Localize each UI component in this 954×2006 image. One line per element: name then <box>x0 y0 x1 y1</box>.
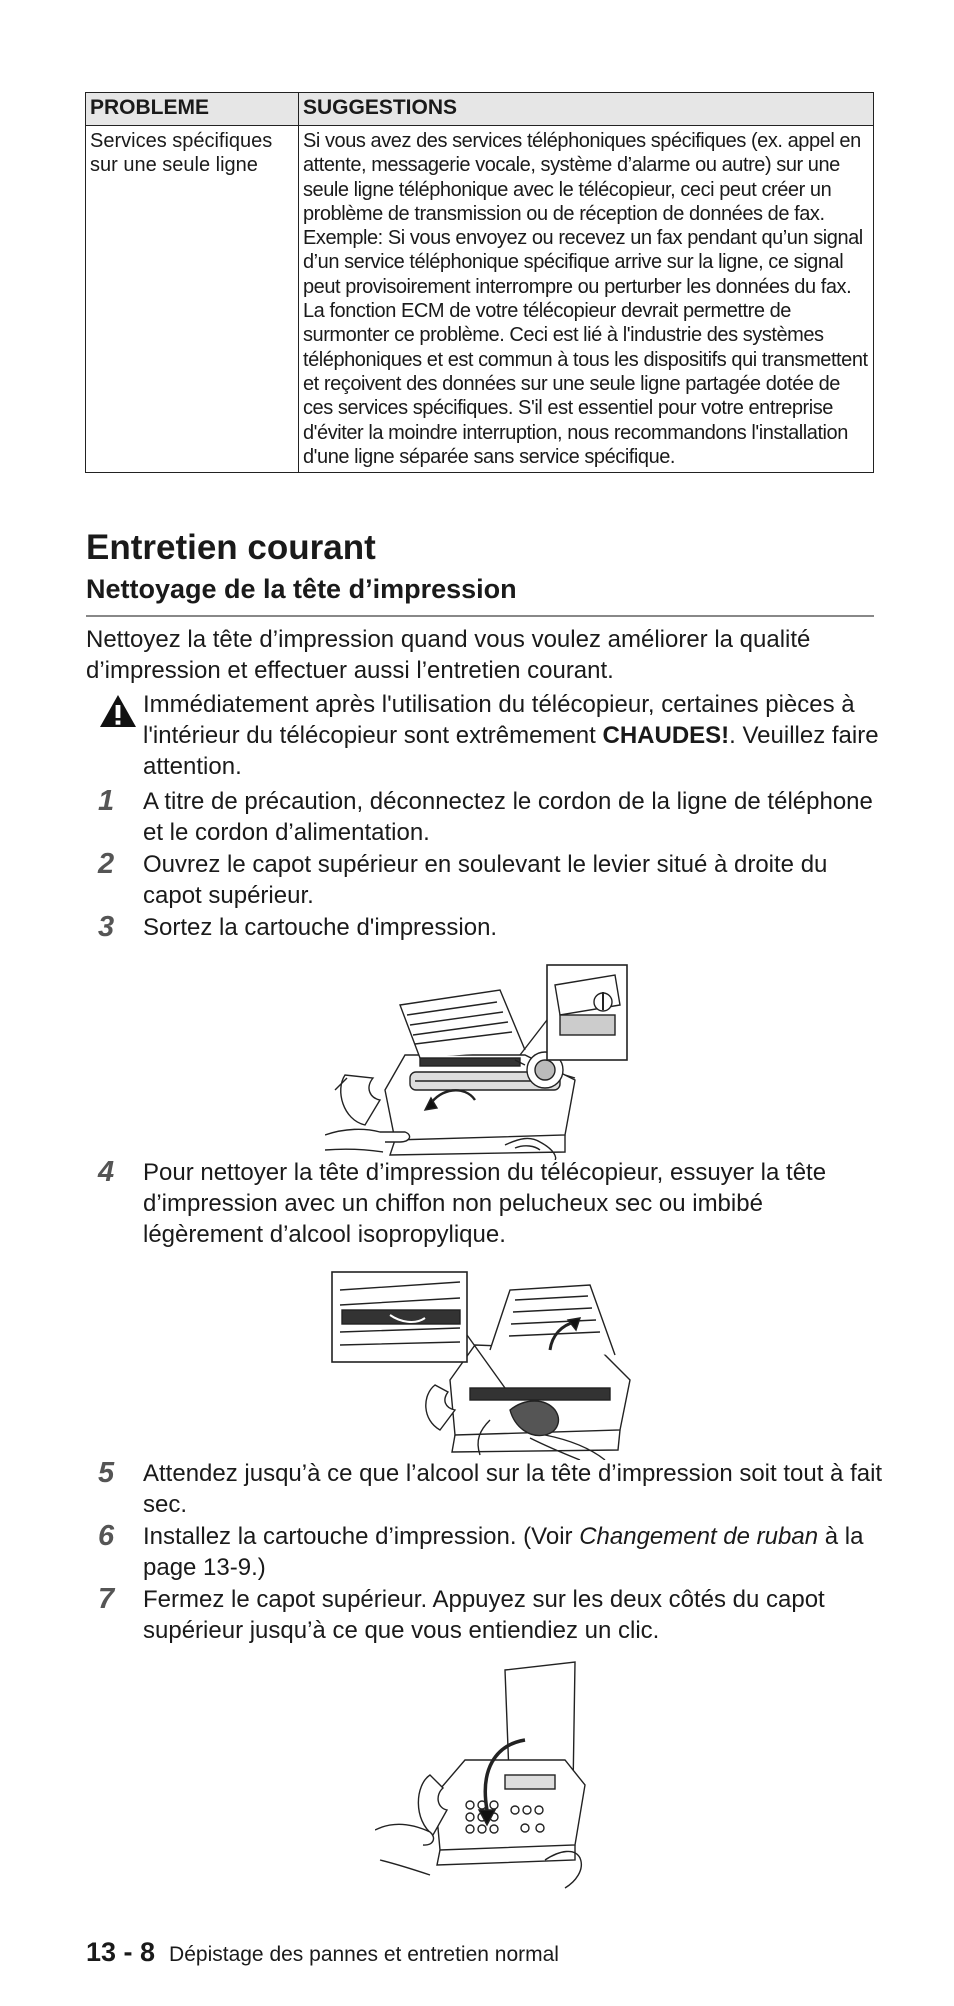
step-number: 6 <box>98 1520 115 1552</box>
step-number: 1 <box>98 785 115 817</box>
warning-text-end: . Veuillez faire attention. <box>143 722 879 780</box>
step-number: 4 <box>98 1156 115 1188</box>
header-suggestions: SUGGESTIONS <box>299 93 874 126</box>
table-row <box>86 126 874 473</box>
step-text-start: Installez la cartouche d’impression. (Voir <box>143 1523 580 1550</box>
page-number: 13 - 8 <box>86 1937 156 1967</box>
step-text: Pour nettoyer la tête d’impression du télécopieur, essuyer la tête d’impression avec un chiffon non pelucheux sec ou imbibé légèrement d’alcool isopropylique. <box>143 1159 827 1248</box>
subsection-title: Nettoyage de la tête d’impression <box>86 574 517 604</box>
step-text <box>143 1521 888 1583</box>
close-cover-illustration <box>375 1660 590 1890</box>
chapter-title: Dépistage des pannes et entretien normal <box>169 1943 559 1966</box>
step-text: Sortez la cartouche d'impression. <box>143 914 498 941</box>
problem-cell: Services spécifiques sur une seule ligne <box>86 126 299 473</box>
step-number: 7 <box>98 1583 115 1615</box>
step-text: Fermez le capot supérieur. Appuyez sur les deux côtés du capot supérieur jusqu’à ce que vous entiendiez un clic. <box>143 1586 825 1644</box>
remove-cartridge-illustration <box>325 960 637 1160</box>
page-footer <box>86 1937 559 1968</box>
step-text: Ouvrez le capot supérieur en soulevant le levier situé à droite du capot supérieur. <box>143 851 828 909</box>
step-text: A titre de précaution, déconnectez le cordon de la ligne de téléphone et le cordon d’alimentation. <box>143 788 873 846</box>
warning-triangle-icon <box>98 693 138 729</box>
heading-rule <box>86 615 874 617</box>
suggestion-cell <box>299 126 874 473</box>
troubleshooting-table <box>85 92 874 473</box>
section-title: Entretien courant <box>86 528 376 567</box>
step-text: Attendez jusqu’à ce que l’alcool sur la tête d’impression soit tout à fait sec. <box>143 1460 883 1518</box>
table-header-row <box>86 93 874 126</box>
warning-text-start: Immédiatement après l'utilisation du télécopieur, certaines pièces à l'intérieur du télécopieur sont extrêmement <box>143 691 855 749</box>
suggestion-paragraph: Si vous avez des services téléphoniques spécifiques (ex. appel en attente, messagerie vocale, système d’alarme ou autre) sur une seule ligne téléphonique avec le télécopieur, ceci peut créer un problème de transmission ou de réception de données de fax. <box>303 130 861 225</box>
header-problem: PROBLEME <box>86 93 299 126</box>
intro-paragraph: Nettoyez la tête d’impression quand vous voulez améliorer la qualité d’impression et effectuer aussi l’entretien courant. <box>86 626 811 684</box>
cross-reference-link[interactable]: Changement de ruban <box>579 1523 819 1550</box>
step-number: 5 <box>98 1457 115 1489</box>
warning-emphasis: CHAUDES! <box>602 722 730 749</box>
step-number: 2 <box>98 848 115 880</box>
step-number: 3 <box>98 911 115 943</box>
suggestion-example-paragraph: Exemple: Si vous envoyez ou recevez un fax pendant qu’un signal d’un service téléphonique spécifique arrive sur la ligne, ce signal peut provisoirement interrompre ou perturber les données du fax. La fonction ECM de votre télécopieur devrait permettre de surmonter ce problème. Ceci est lié à l'industrie des systèmes téléphoniques et est commun à tous les dispositifs qui transmettent et reçoivent des données sur une seule ligne partagée dotée de ces services spécifiques. S'il est essentiel pour votre entreprise d'éviter la moindre interruption, nous recommandons l'installation d'une ligne séparée sans service spécifique. <box>303 227 868 468</box>
clean-print-head-illustration <box>330 1270 642 1460</box>
step-text-end: à la page 13-9.) <box>143 1523 864 1581</box>
warning-text <box>143 689 883 782</box>
